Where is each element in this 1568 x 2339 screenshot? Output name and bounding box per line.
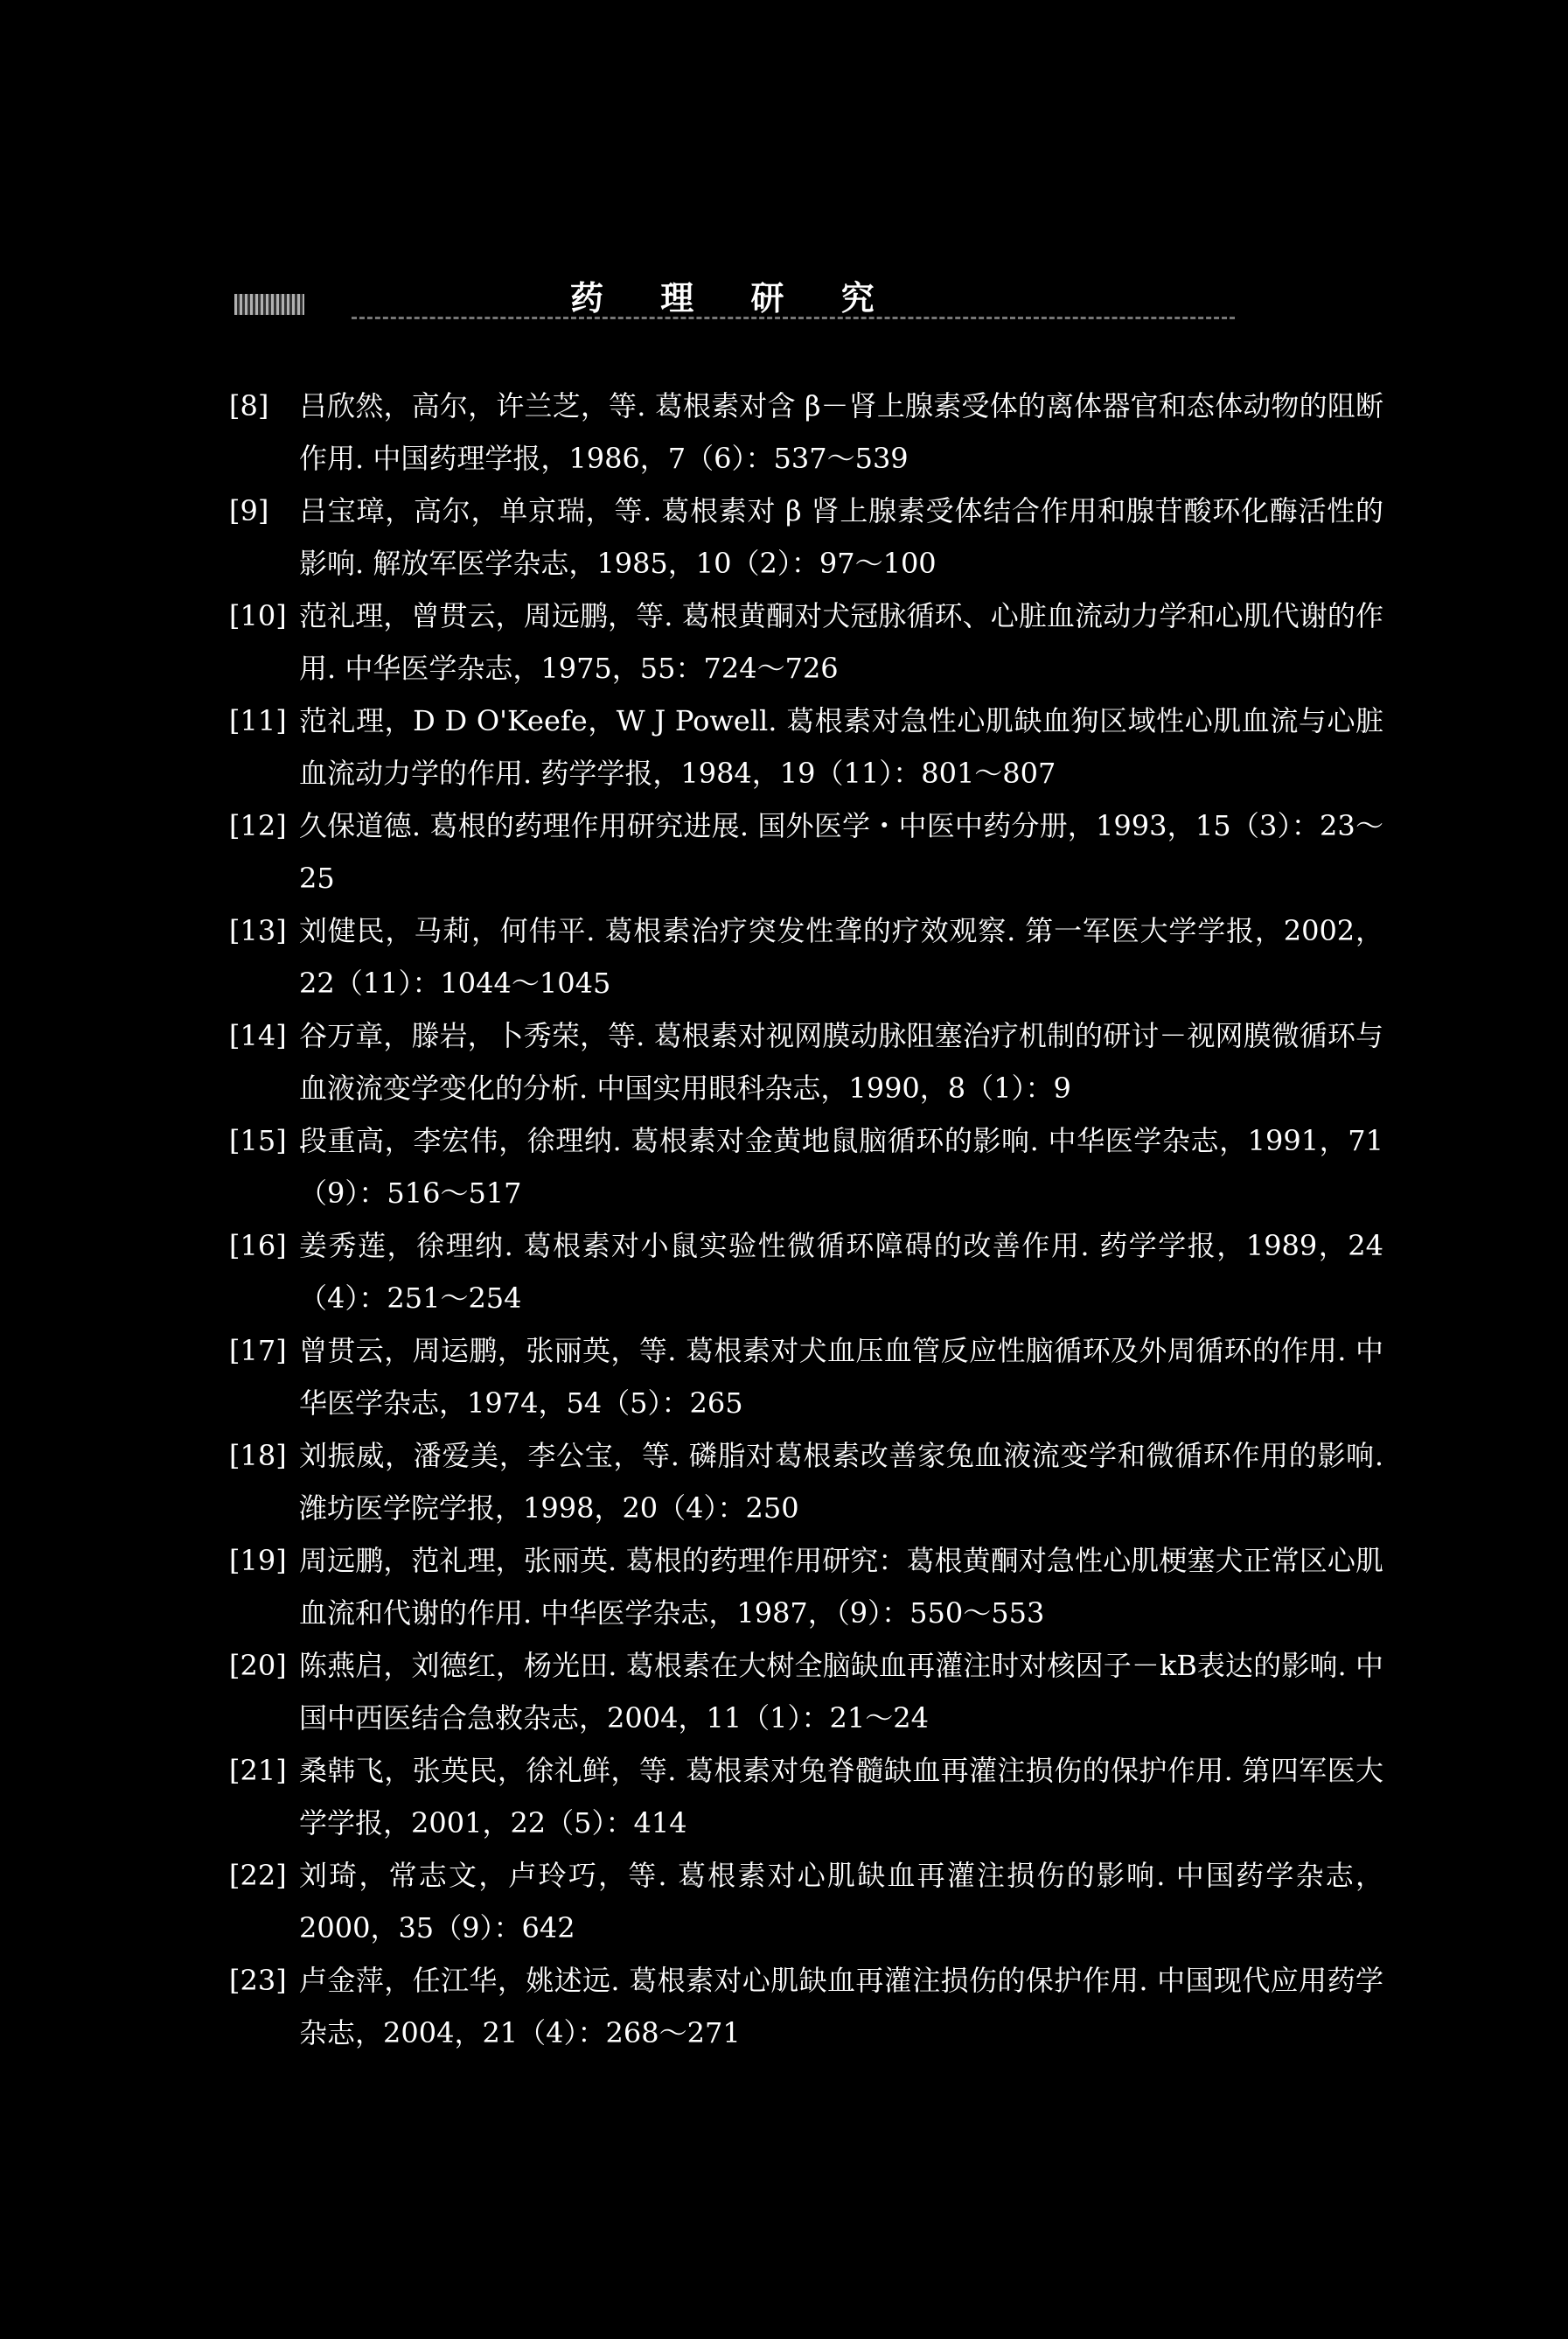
- reference-number: [21]: [229, 1754, 287, 1787]
- reference-number: [8]: [229, 389, 269, 422]
- reference-number: [9]: [229, 494, 269, 527]
- reference-text: 范礼理，D D O'Keefe，W J Powell. 葛根素对急性心肌缺血狗区域性心肌血流与心脏血流动力学的作用. 药学学报，1984，19（11）：801～807: [299, 704, 1383, 790]
- reference-item: [229, 904, 1383, 1009]
- reference-item: [229, 1324, 1383, 1429]
- reference-text: 吕欣然，高尔，许兰芝，等. 葛根素对含 β－肾上腺素受体的离体器官和态体动物的阻断作用. 中国药理学报，1986，7（6）：537～539: [299, 389, 1383, 475]
- reference-text: 桑韩飞，张英民，徐礼鲜，等. 葛根素对兔脊髓缺血再灌注损伤的保护作用. 第四军医大学学报，2001，22（5）：414: [299, 1754, 1383, 1840]
- reference-item: [229, 1114, 1383, 1219]
- reference-number: [18]: [229, 1439, 287, 1472]
- reference-number: [19]: [229, 1544, 287, 1577]
- reference-number: [12]: [229, 809, 287, 842]
- reference-item: [229, 1429, 1383, 1534]
- header-divider: [352, 317, 1235, 319]
- reference-item: [229, 1849, 1383, 1954]
- reference-text: 姜秀莲，徐理纳. 葛根素对小鼠实验性微循环障碍的改善作用. 药学学报，1989，24（4）：251～254: [299, 1229, 1383, 1315]
- reference-number: [15]: [229, 1124, 287, 1157]
- reference-item: [229, 1639, 1383, 1744]
- reference-item: [229, 799, 1383, 904]
- reference-item: [229, 1534, 1383, 1639]
- reference-item: [229, 1954, 1383, 2059]
- reference-number: [14]: [229, 1019, 287, 1052]
- reference-text: 谷万章，滕岩，卜秀荣，等. 葛根素对视网膜动脉阻塞治疗机制的研讨－视网膜微循环与血液流变学变化的分析. 中国实用眼科杂志，1990，8（1）：9: [299, 1019, 1383, 1105]
- reference-number: [22]: [229, 1859, 287, 1892]
- reference-item: [229, 1219, 1383, 1324]
- page-header: [229, 271, 1366, 324]
- reference-list: [229, 380, 1383, 2059]
- reference-text: 陈燕启，刘德红，杨光田. 葛根素在大树全脑缺血再灌注时对核因子－kB表达的影响. 中国中西医结合急救杂志，2004，11（1）：21～24: [299, 1649, 1383, 1735]
- reference-item: [229, 485, 1383, 590]
- reference-number: [17]: [229, 1334, 287, 1367]
- reference-item: [229, 1009, 1383, 1114]
- reference-text: 刘琦，常志文，卢玲巧，等. 葛根素对心肌缺血再灌注损伤的影响. 中国药学杂志，2000，35（9）：642: [299, 1859, 1383, 1945]
- reference-text: 刘健民，马莉，何伟平. 葛根素治疗突发性聋的疗效观察. 第一军医大学学报，2002，22（11）：1044～1045: [299, 914, 1383, 1000]
- reference-item: [229, 380, 1383, 485]
- reference-text: 卢金萍，任江华，姚述远. 葛根素对心肌缺血再灌注损伤的保护作用. 中国现代应用药学杂志，2004，21（4）：268～271: [299, 1964, 1383, 2049]
- reference-number: [13]: [229, 914, 287, 947]
- reference-text: 段重高，李宏伟，徐理纳. 葛根素对金黄地鼠脑循环的影响. 中华医学杂志，1991，71（9）：516～517: [299, 1124, 1383, 1210]
- reference-text: 久保道德. 葛根的药理作用研究进展. 国外医学・中医中药分册，1993，15（3）：23～25: [299, 809, 1383, 895]
- reference-text: 周远鹏，范礼理，张丽英. 葛根的药理作用研究：葛根黄酮对急性心肌梗塞犬正常区心肌血流和代谢的作用. 中华医学杂志，1987，（9）：550～553: [299, 1544, 1383, 1630]
- reference-text: 范礼理，曾贯云，周远鹏，等. 葛根黄酮对犬冠脉循环、心脏血流动力学和心肌代谢的作用. 中华医学杂志，1975，55：724～726: [299, 599, 1383, 685]
- header-logo-mark: [234, 294, 304, 315]
- reference-item: [229, 1744, 1383, 1849]
- reference-text: 吕宝璋，高尔，单京瑞，等. 葛根素对 β 肾上腺素受体结合作用和腺苷酸环化酶活性的影响. 解放军医学杂志，1985，10（2）：97～100: [299, 494, 1383, 580]
- section-title: 药 理 研 究: [570, 278, 897, 318]
- reference-text: 刘振威，潘爱美，李公宝，等. 磷脂对葛根素改善家兔血液流变学和微循环作用的影响. 潍坊医学院学报，1998，20（4）：250: [299, 1439, 1383, 1525]
- reference-number: [23]: [229, 1964, 287, 1997]
- reference-item: [229, 695, 1383, 799]
- reference-number: [10]: [229, 599, 287, 632]
- reference-number: [11]: [229, 704, 287, 737]
- reference-number: [16]: [229, 1229, 287, 1262]
- reference-number: [20]: [229, 1649, 287, 1682]
- reference-text: 曾贯云，周运鹏，张丽英，等. 葛根素对犬血压血管反应性脑循环及外周循环的作用. 中华医学杂志，1974，54（5）：265: [299, 1334, 1383, 1420]
- reference-item: [229, 590, 1383, 695]
